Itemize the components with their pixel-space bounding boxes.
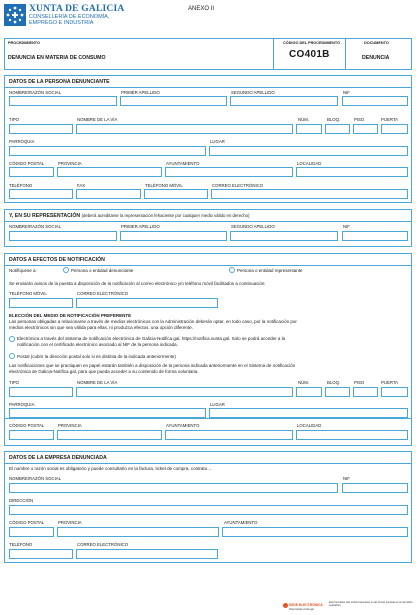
denunciante-via-label: NOMBRE DE LA VÍA <box>77 117 118 122</box>
notificacion-section-extension <box>4 419 412 446</box>
xunta-logo <box>4 4 26 26</box>
denunciante-nif-label: NIF <box>343 90 350 95</box>
denunciante-parroquia-field[interactable] <box>9 146 206 156</box>
notif-via-field[interactable] <box>76 387 293 397</box>
representacion-section <box>4 209 412 247</box>
notif-ayuntamiento-label: AYUNTAMIENTO <box>166 423 200 428</box>
notif-email-label: CORREO ELECTRÓNICO <box>77 291 129 296</box>
eleccion-title: ELECCIÓN DEL MEDIO DE NOTIFICACIÓN PREFERENTE <box>9 313 132 318</box>
empresa-name-field[interactable] <box>9 483 338 493</box>
empresa-note: El nombre o razón social es obligatorio y puede consultarlo en la factura, ticket de compra, contrato… <box>9 466 212 471</box>
empresa-telefono-field[interactable] <box>9 549 73 559</box>
denunciante-piso-field[interactable] <box>353 124 378 134</box>
denunciante-tipo-label: TIPO <box>9 117 20 122</box>
denunciante-surname2-label: SEGUNDO APELLIDO <box>231 90 275 95</box>
denunciante-num-field[interactable] <box>296 124 322 134</box>
representacion-surname2-label: SEGUNDO APELLIDO <box>231 224 275 229</box>
postal-text-1: Las notificaciones que se practiquen en papel estarán también a disposición de la persona indicada anteriormente en el Sistema de notificación <box>9 363 296 368</box>
notif-email-field[interactable] <box>76 298 218 308</box>
representacion-name-label: NOMBRE/RAZÓN SOCIAL <box>9 224 62 229</box>
denunciante-lugar-field[interactable] <box>209 146 408 156</box>
notify-representante-label: Persona o entidad representante <box>237 268 303 273</box>
empresa-cp-field[interactable] <box>9 527 54 537</box>
notif-bloq-field[interactable] <box>325 387 350 397</box>
document-value: DENUNCIA <box>362 55 390 61</box>
opt-electronica-2: notificación con el certificado electrónico asociado al NIF de la persona indicada. <box>17 342 178 347</box>
notif-parroquia-label: PARROQUIA <box>9 402 35 407</box>
denunciante-email-label: CORREO ELECTRÓNICO <box>212 183 264 188</box>
denunciante-cp-field[interactable] <box>9 167 54 177</box>
notif-via-label: NOMBRE DE LA VÍA <box>77 380 118 385</box>
empresa-nif-field[interactable] <box>342 483 408 493</box>
procedure-code-value: CO401B <box>289 49 330 60</box>
denunciante-email-field[interactable] <box>211 189 408 199</box>
notificacion-section-title: DATOS A EFECTOS DE NOTIFICACIÓN <box>5 254 411 266</box>
denunciante-tipo-field[interactable] <box>9 124 73 134</box>
representacion-nif-label: NIF <box>343 224 350 229</box>
empresa-cp-label: CÓDIGO POSTAL <box>9 520 45 525</box>
procedure-code-label: CÓDIGO DEL PROCEDIMIENTO <box>283 41 341 45</box>
sede-text: Este formulario solo podrá presentarse en las formas previstas en la normativa reguladora <box>329 601 413 607</box>
empresa-ayuntamiento-label: AYUNTAMIENTO <box>224 520 258 525</box>
denunciante-bloq-field[interactable] <box>325 124 350 134</box>
org-subtitle-2: EMPREGO E INDUSTRIA <box>29 20 94 26</box>
denunciante-lugar-label: LUGAR <box>210 139 225 144</box>
representacion-surname1-label: PRIMER APELLIDO <box>121 224 160 229</box>
document-label: DOCUMENTO <box>364 41 389 45</box>
denunciante-movil-field[interactable] <box>144 189 208 199</box>
opt-postal: Postal (cubrir la dirección postal solo si es distinta de la indicada anteriormente) <box>17 354 176 359</box>
denunciante-provincia-label: PROVINCIA <box>58 161 82 166</box>
empresa-direccion-field[interactable] <box>9 505 408 515</box>
denunciante-provincia-field[interactable] <box>57 167 162 177</box>
denunciante-via-field[interactable] <box>76 124 293 134</box>
denunciante-section-title: DATOS DE LA PERSONA DENUNCIANTE <box>5 76 411 88</box>
notif-provincia-label: PROVINCIA <box>58 423 82 428</box>
denunciante-puerta-field[interactable] <box>381 124 408 134</box>
denunciante-fax-field[interactable] <box>76 189 141 199</box>
denunciante-bloq-label: BLOQ. <box>327 117 341 122</box>
denunciante-parroquia-label: PARROQUIA <box>9 139 35 144</box>
empresa-section-title: DATOS DE LA EMPRESA DENUNCIADA <box>5 452 411 464</box>
radio-electronica[interactable] <box>9 336 15 342</box>
procedure-box <box>4 38 412 70</box>
notif-lugar-label: LUGAR <box>210 402 225 407</box>
notify-to-label: Notifíquese a: <box>9 268 37 273</box>
denunciante-movil-label: TELÉFONO MÓVIL <box>145 183 183 188</box>
empresa-nif-label: NIF <box>343 476 350 481</box>
empresa-ayuntamiento-field[interactable] <box>222 527 408 537</box>
notif-parroquia-field[interactable] <box>9 408 206 418</box>
denunciante-fax-label: FAX <box>77 183 86 188</box>
notif-cp-label: CÓDIGO POSTAL <box>9 423 45 428</box>
sede-label: SEDE ELECTRÓNICA <box>289 603 323 607</box>
representacion-header <box>5 210 411 222</box>
notif-tipo-label: TIPO <box>9 380 20 385</box>
denunciante-surname1-label: PRIMER APELLIDO <box>121 90 160 95</box>
postal-text-2: electrónica de Galicia-Notifica.gal, para que pueda acceder a su contenido de forma voluntaria. <box>9 369 199 374</box>
denunciante-name-field[interactable] <box>9 96 117 106</box>
avisos-text: Se enviarán avisos de la puesta a disposición de la notificación al correo electrónico y/o teléfono móvil facilitados a continuación: <box>9 281 266 286</box>
notify-denunciante-label: Persona o entidad denunciante <box>71 268 134 273</box>
denunciante-section <box>4 75 412 203</box>
opt-electronica-1: Electrónica a través del Sistema de notificación electrónica de Galicia-Notifica.gal, https://notifica.xunta.gal. Solo se podrá acceder a la <box>17 336 286 341</box>
eleccion-text-2: medios electrónicos sin que sea válida para ellas, ni produzca efectos, una opción diferente. <box>9 325 193 330</box>
empresa-name-label: NOMBRE/RAZÓN SOCIAL <box>9 476 62 481</box>
denunciante-ayuntamiento-field[interactable] <box>165 167 293 177</box>
denunciante-telefono-label: TELÉFONO <box>9 183 33 188</box>
radio-postal[interactable] <box>9 353 15 359</box>
notif-bloq-label: BLOQ. <box>327 380 341 385</box>
denunciante-telefono-field[interactable] <box>9 189 73 199</box>
empresa-telefono-label: TELÉFONO <box>9 542 33 547</box>
denunciante-nif-field[interactable] <box>342 96 408 106</box>
procedure-value: DENUNCIA EN MATERIA DE CONSUMO <box>8 55 106 61</box>
representacion-name-field[interactable] <box>9 231 117 241</box>
denunciante-piso-label: PISO <box>354 117 365 122</box>
representacion-nif-field[interactable] <box>342 231 408 241</box>
notif-tipo-field[interactable] <box>9 387 73 397</box>
notif-piso-field[interactable] <box>353 387 378 397</box>
notif-lugar-field[interactable] <box>209 408 408 418</box>
empresa-provincia-label: PROVINCIA <box>58 520 82 525</box>
denunciante-localidad-field[interactable] <box>296 167 408 177</box>
notif-movil-field[interactable] <box>9 298 73 308</box>
denunciante-name-label: NOMBRE/RAZÓN SOCIAL <box>9 90 62 95</box>
notif-num-label: NÚM. <box>298 380 309 385</box>
denunciante-puerta-label: PUERTA <box>381 117 399 122</box>
empresa-email-field[interactable] <box>76 549 218 559</box>
denunciante-num-label: NÚM. <box>298 117 309 122</box>
denunciante-surname1-field[interactable] <box>120 96 227 106</box>
representacion-surname2-field[interactable] <box>230 231 338 241</box>
sede-url[interactable]: https://sede.xunta.gal <box>289 608 314 611</box>
empresa-email-label: CORREO ELECTRÓNICO <box>77 542 129 547</box>
procedure-label: PROCEDIMIENTO <box>8 41 40 45</box>
notif-piso-label: PISO <box>354 380 365 385</box>
empresa-provincia-field[interactable] <box>57 527 219 537</box>
representacion-section-title: Y, EN SU REPRESENTACIÓN <box>9 213 81 219</box>
denunciante-localidad-label: LOCALIDAD <box>297 161 322 166</box>
notif-puerta-label: PUERTA <box>381 380 399 385</box>
denunciante-cp-label: CÓDIGO POSTAL <box>9 161 45 166</box>
notif-movil-label: TELÉFONO MÓVIL <box>9 291 47 296</box>
org-name: XUNTA DE GALICIA <box>29 4 125 14</box>
radio-notify-representante[interactable] <box>229 267 235 273</box>
empresa-direccion-label: DIRECCIÓN <box>9 498 34 503</box>
representacion-surname1-field[interactable] <box>120 231 227 241</box>
sede-icon <box>283 603 288 608</box>
eleccion-text-1: Las personas obligadas a relacionarse a través de medios electrónicos con la Administración deberán optar, en todo caso, por la notificación por <box>9 319 297 324</box>
representacion-note: (deberá acreditarse la representación fehaciente por cualquier medio válido en derecho) <box>81 213 250 218</box>
notif-localidad-label: LOCALIDAD <box>297 423 322 428</box>
notif-num-field[interactable] <box>296 387 322 397</box>
org-subtitle-1: CONSELLERÍA DE ECONOMÍA, <box>29 14 110 20</box>
annex-label: ANEXO II <box>188 6 215 12</box>
notif-puerta-field[interactable] <box>381 387 408 397</box>
denunciante-surname2-field[interactable] <box>230 96 338 106</box>
denunciante-ayuntamiento-label: AYUNTAMIENTO <box>166 161 200 166</box>
radio-notify-denunciante[interactable] <box>63 267 69 273</box>
